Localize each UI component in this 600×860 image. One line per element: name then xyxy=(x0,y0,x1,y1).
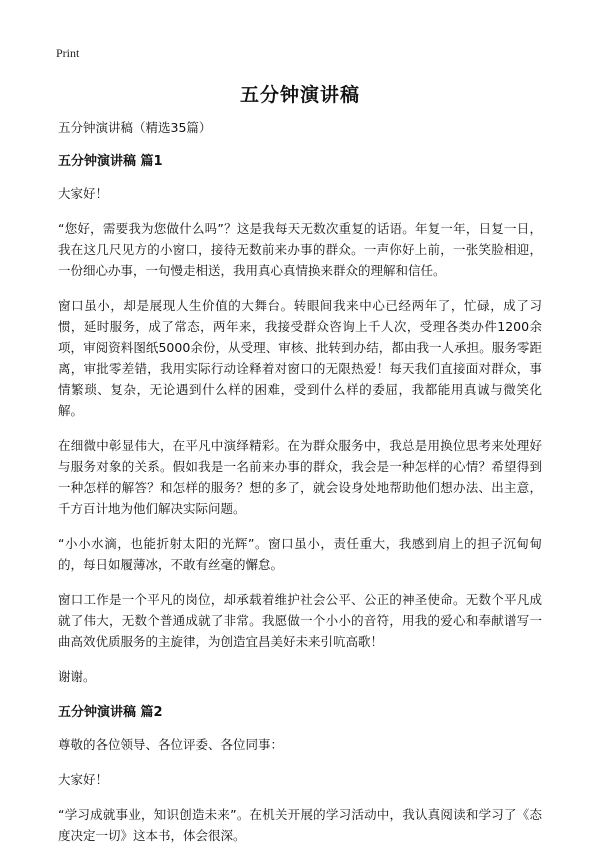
document-subtitle: 五分钟演讲稿（精选35篇） xyxy=(58,120,212,135)
paragraph: 窗口工作是一个平凡的岗位，却承载着维护社会公平、公正的神圣使命。无数个平凡成就了伟大，无数个普通成就了非常。我愿做一个小小的音符，用我的爱心和奉献谱写一曲高效优质服务的主旋律，为创造宜昌美好未来引吭高歌！ xyxy=(58,592,542,649)
print-link[interactable]: Print xyxy=(56,46,80,60)
document-body xyxy=(58,118,542,860)
document-title: 五分钟演讲稿 xyxy=(239,84,360,106)
paragraph: “小小水滴，也能折射太阳的光辉”。窗口虽小，责任重大，我感到肩上的担子沉甸甸的，每日如履薄冰，不敢有丝毫的懈怠。 xyxy=(58,536,542,572)
paragraph: 窗口虽小，却是展现人生价值的大舞台。转眼间我来中心已经两年了，忙碌，成了习惯，延时服务，成了常态，两年来，我接受群众咨询上千人次，受理各类办件1200余项，审阅资料图纸5000余份，从受理、审核、批转到办结，都由我一人承担。服务零距离，审批零差错，我用实际行动诠释着对窗口的无限热爱！每天我们直接面对群众，事情繁琐、复杂，无论遇到什么样的困难，受到什么样的委屈，我都能用真诚与微笑化解。 xyxy=(58,298,542,418)
section-heading-1: 五分钟演讲稿 篇1 xyxy=(58,154,163,169)
paragraph: 在细微中彰显伟大，在平凡中演绎精彩。在为群众服务中，我总是用换位思考来处理好与服务对象的关系。假如我是一名前来办事的群众，我会是一种怎样的心情？希望得到一种怎样的解答？和怎样的服务？想的多了，就会设身处地帮助他们想办法、出主意，千方百计地为他们解决实际问题。 xyxy=(58,438,542,516)
paragraph: “学习成就事业，知识创造未来”。在机关开展的学习活动中，我认真阅读和学习了《态度决定一切》这本书，体会很深。 xyxy=(58,807,542,843)
paragraph: 大家好！ xyxy=(58,186,109,201)
paragraph: “您好，需要我为您做什么吗”？这是我每天无数次重复的话语。年复一年，日复一日，我在这几尺见方的小窗口，接待无数前来办事的群众。一声你好上前，一张笑脸相迎，一份细心办事，一句慢走相送，我用真心真情换来群众的理解和信任。 xyxy=(58,221,542,278)
paragraph: 尊敬的各位领导、各位评委、各位同事： xyxy=(58,737,284,752)
paragraph: 谢谢。 xyxy=(58,669,96,684)
section-heading-2: 五分钟演讲稿 篇2 xyxy=(58,705,163,720)
paragraph: 大家好！ xyxy=(58,772,109,787)
